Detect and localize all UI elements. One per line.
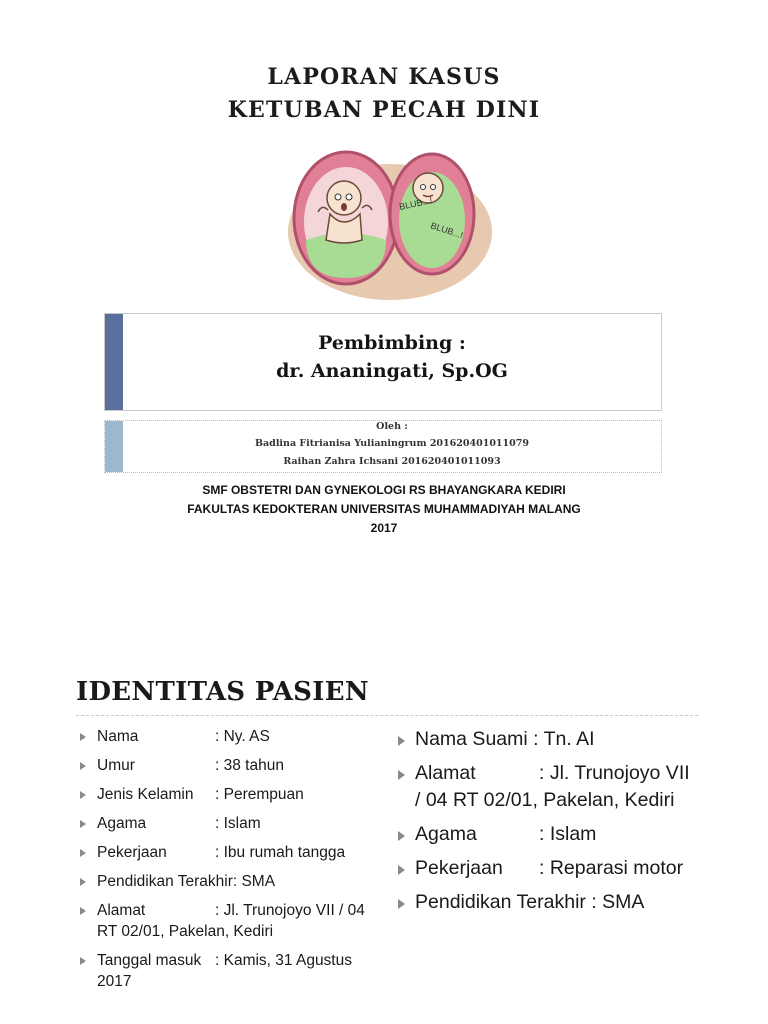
item-value: : SMA xyxy=(585,891,645,913)
list-item xyxy=(76,813,376,834)
item-label: Nama Suami xyxy=(415,728,528,750)
list-item xyxy=(394,726,694,753)
slide-title: IDENTITAS PASIEN xyxy=(76,677,369,707)
title-divider xyxy=(76,715,698,716)
list-item xyxy=(76,784,376,805)
authors-box xyxy=(104,420,662,473)
item-label: Nama xyxy=(97,728,139,745)
list-item xyxy=(76,871,376,892)
patient-identity-slide xyxy=(0,640,768,1024)
item-label: Tanggal masuk xyxy=(97,952,202,969)
item-label: Jenis Kelamin xyxy=(97,786,194,803)
item-label: Pendidikan Terakhir xyxy=(415,891,586,913)
blub-text-2: BLUB...! xyxy=(429,220,465,241)
list-item xyxy=(394,889,694,916)
item-value: : 38 tahun xyxy=(215,757,284,774)
bullet-arrow-icon xyxy=(80,957,86,965)
institution-line2: FAKULTAS KEDOKTERAN UNIVERSITAS MUHAMMADIYAH MALANG xyxy=(187,502,581,516)
list-item xyxy=(76,755,376,776)
report-title-line1: LAPORAN KASUS xyxy=(267,64,501,90)
list-item xyxy=(76,950,376,992)
item-label: Agama xyxy=(415,823,477,845)
item-value: : Reparasi motor xyxy=(539,857,684,879)
advisor-name: dr. Ananingati, Sp.OG xyxy=(276,360,508,382)
author-1: Badlina Fitrianisa Yulianingrum 201620401011079 xyxy=(255,438,529,449)
item-label: Agama xyxy=(97,815,147,832)
item-value: : Tn. AI xyxy=(533,728,595,750)
list-item xyxy=(76,726,376,747)
bullet-arrow-icon xyxy=(80,849,86,857)
list-item xyxy=(76,842,376,863)
list-item xyxy=(394,760,694,814)
institution-year: 2017 xyxy=(370,521,398,535)
item-value: : Islam xyxy=(539,823,597,845)
item-value: : Jl. Trunojoyo VII / 04 RT 02/01, Pakelan, Kediri xyxy=(97,902,365,940)
advisor-label: Pembimbing : xyxy=(318,332,466,354)
bullet-arrow-icon xyxy=(398,770,405,780)
item-label: Alamat xyxy=(97,902,146,919)
item-value: : Ny. AS xyxy=(215,728,270,745)
item-value: : Islam xyxy=(215,815,261,832)
bullet-arrow-icon xyxy=(80,733,86,741)
advisor-accent-bar xyxy=(105,314,123,410)
list-item xyxy=(76,900,376,942)
item-label: Umur xyxy=(97,757,135,774)
bullet-arrow-icon xyxy=(80,820,86,828)
report-title-line2: KETUBAN PECAH DINI xyxy=(227,97,541,123)
bullet-arrow-icon xyxy=(80,762,86,770)
item-label: Alamat xyxy=(415,762,476,784)
bullet-arrow-icon xyxy=(80,907,86,915)
bullet-arrow-icon xyxy=(398,865,405,875)
blub-text-1: BLUB...! xyxy=(398,195,434,212)
twin-babies-in-amniotic-sacs-icon xyxy=(282,140,494,302)
item-value: : Ibu rumah tangga xyxy=(215,844,346,861)
item-value: : SMA xyxy=(232,873,276,890)
bullet-arrow-icon xyxy=(398,899,405,909)
list-item xyxy=(394,821,694,848)
author-2: Raihan Zahra Ichsani 201620401011093 xyxy=(283,456,501,467)
item-label: Pekerjaan xyxy=(415,857,503,879)
item-label: Pendidikan Terakhir xyxy=(97,873,233,890)
authors-accent-bar xyxy=(105,421,123,472)
bullet-arrow-icon xyxy=(398,736,405,746)
bullet-arrow-icon xyxy=(80,878,86,886)
item-value: : Kamis, 31 Agustus 2017 xyxy=(97,952,352,990)
bullet-arrow-icon xyxy=(80,791,86,799)
patient-info-list xyxy=(76,726,376,1000)
bullet-arrow-icon xyxy=(398,831,405,841)
institution-line1: SMF OBSTETRI DAN GYNEKOLOGI RS BHAYANGKARA KEDIRI xyxy=(202,483,566,497)
item-label: Pekerjaan xyxy=(97,844,167,861)
item-value: : Jl. Trunojoyo VII / 04 RT 02/01, Pakelan, Kediri xyxy=(415,762,690,811)
item-value: : Perempuan xyxy=(215,786,304,803)
authors-label: Oleh : xyxy=(376,421,408,432)
list-item xyxy=(394,855,694,882)
advisor-box xyxy=(104,313,662,411)
husband-info-list xyxy=(394,726,694,923)
